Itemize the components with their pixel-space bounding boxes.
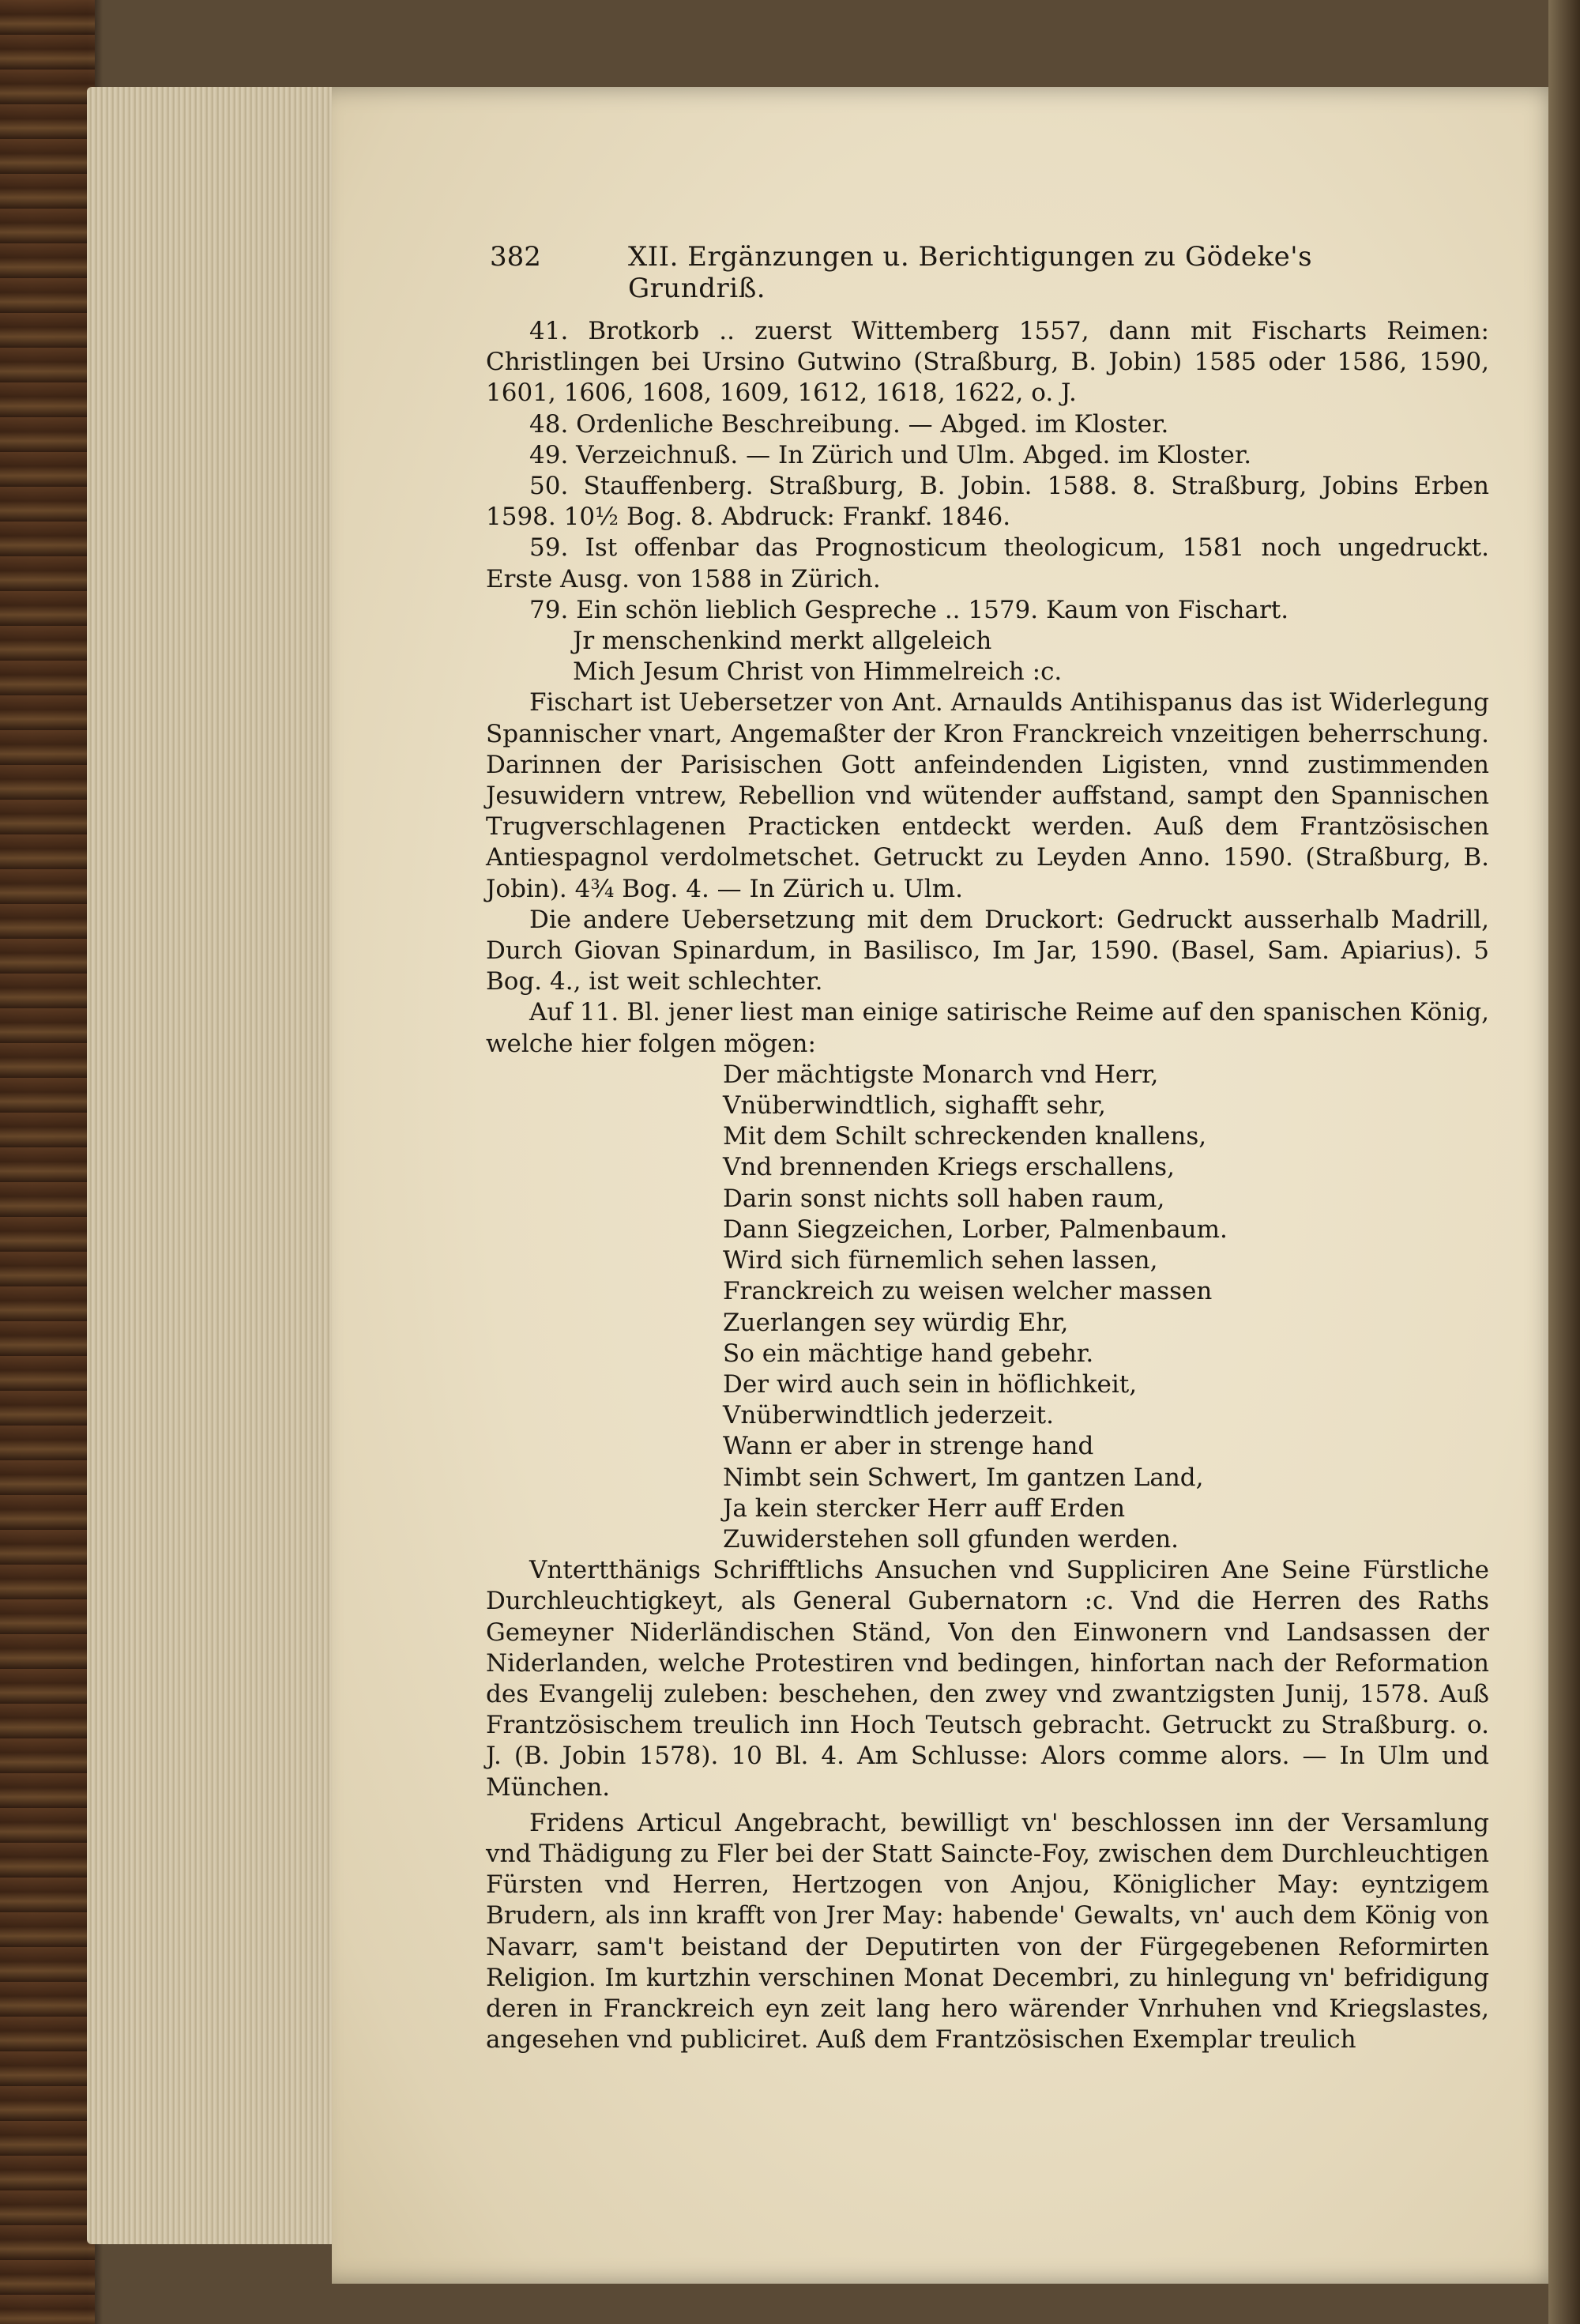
paragraph: 50. Stauffenberg. Straßburg, B. Jobin. 1588. 8. Straßburg, Jobins Erben 1598. 10½ Bog. 8. Abdruck: Frankf. 1846. [486, 472, 1489, 532]
poem-line: Nimbt sein Schwert, Im gantzen Land, [723, 1463, 1204, 1492]
poem-line: Wird sich fürnemlich sehen lassen, [723, 1246, 1158, 1275]
paragraph: Auf 11. Bl. jener liest man einige satirische Reime auf den spanischen König, welche hier folgen mögen: [486, 998, 1489, 1058]
paragraph: 48. Ordenliche Beschreibung. — Abged. im Kloster. [529, 409, 1169, 439]
satirical-poem [486, 1060, 1489, 1555]
verse-line: Mich Jesum Christ von Himmelreich :c. [573, 657, 1063, 687]
paragraph: 59. Ist offenbar das Prognosticum theologicum, 1581 noch ungedruckt. Erste Ausg. von 1588 in Zürich. [486, 533, 1489, 593]
poem-line: Franckreich zu weisen welcher massen [723, 1277, 1213, 1306]
binding-shadow [1548, 0, 1580, 2324]
poem-line: Ja kein stercker Herr auff Erden [723, 1493, 1126, 1523]
poem-line: Vnüberwindtlich, sighafft sehr, [723, 1091, 1106, 1121]
poem-line: Vnd brennenden Kriegs erschallens, [723, 1153, 1175, 1182]
poem-line: Mit dem Schilt schreckenden knallens, [723, 1122, 1207, 1151]
page-number: 382 [490, 241, 541, 273]
poem-line: Der mächtigste Monarch vnd Herr, [723, 1060, 1159, 1089]
paragraph: Die andere Uebersetzung mit dem Druckort: Gedruckt ausserhalb Madrill, Durch Giovan Spinardum, in Basilisco, Im Jar, 1590. (Basel, Sam. Apiarius). 5 Bog. 4., ist weit schlechter. [486, 905, 1489, 996]
poem-line: Wann er aber in strenge hand [723, 1432, 1094, 1461]
paragraph: Fridens Articul Angebracht, bewilligt vn' beschlossen inn der Versamlung vnd Thädigung zu Fler bei der Statt Saincte-Foy, zwischen dem Durchleuchtigen Fürsten vnd Herren, Hertzogen von Anjou, Königlicher May: eyntzigem Brudern, als inn krafft von Jrer May: habende' Gewalts, vn' auch dem König von Navarr, sam't beistand der Deputirten von der Fürgegebenen Reformirten Religion. Im kurtzhin verschinen Monat Decembri, zu hinlegung vn' befridigung deren in Franckreich eyn zeit lang hero wärender Vnrhuhen vnd Kriegslastes, angesehen vnd publiciret. Auß dem Frantzösischen Exemplar treulich [486, 1808, 1489, 2055]
verse-quote [486, 626, 1489, 687]
page-edges [87, 87, 348, 2244]
poem-line: Zuerlangen sey würdig Ehr, [723, 1308, 1069, 1337]
page-body [486, 316, 1489, 2055]
poem-line: Darin sonst nichts soll haben raum, [723, 1184, 1165, 1213]
paragraph: Vntertthänigs Schrifftlichs Ansuchen vnd Suppliciren Ane Seine Fürstliche Durchleuchtigkeyt, als General Gubernatorn :c. Vnd die Herren des Raths Gemeyner Niderländischen Ständ, Von den Einwonern vnd Landsassen der Niderlanden, welche Protestiren vnd bedingen, hinfortan nach der Reformation des Evangelij zuleben: beschehen, den zwey vnd zwantzigsten Junij, 1578. Auß Frantzösischem treulich inn Hoch Teutsch gebracht. Getruckt zu Straßburg. o. J. (B. Jobin 1578). 10 Bl. 4. Am Schlusse: Alors comme alors. — In Ulm und München. [486, 1556, 1489, 1802]
paragraph: 41. Brotkorb .. zuerst Wittemberg 1557, dann mit Fischarts Reimen: Christlingen bei Ursino Gutwino (Straßburg, B. Jobin) 1585 oder 1586, 1590, 1601, 1606, 1608, 1609, 1612, 1618, 1622, o. J. [486, 317, 1489, 408]
book-spine [0, 0, 95, 2324]
poem-line: Der wird auch sein in höflichkeit, [723, 1369, 1138, 1399]
poem-line: Vnüberwindtlich jederzeit. [723, 1401, 1054, 1430]
running-title: XII. Ergänzungen u. Berichtigungen zu Gödeke's Grundriß. [628, 241, 1313, 304]
paragraph: 49. Verzeichnuß. — In Zürich und Ulm. Abged. im Kloster. [529, 440, 1252, 469]
verse-line: Jr menschenkind merkt allgeleich [573, 627, 992, 656]
paragraph: 79. Ein schön lieblich Gespreche .. 1579. Kaum von Fischart. [529, 595, 1289, 624]
poem-line: Zuwiderstehen soll gfunden werden. [723, 1524, 1179, 1554]
poem-line: Dann Siegzeichen, Lorber, Palmenbaum. [723, 1215, 1228, 1244]
paragraph: Fischart ist Uebersetzer von Ant. Arnaulds Antihispanus das ist Widerlegung Spannischer vnart, Angemaßter der Kron Franckreich vnzeitigen beherrschung. Darinnen der Parisischen Gott anfeindenden Ligisten, vnnd zustimmenden Jesuwidern vntrew, Rebellion vnd wütender auffstand, sampt den Spannischen Trugverschlagenen Practicken entdeckt werden. Auß dem Frantzösischen Antiespagnol verdolmetschet. Getruckt zu Leyden Anno. 1590. (Straßburg, B. Jobin). 4¾ Bog. 4. — In Zürich u. Ulm. [486, 688, 1489, 903]
poem-line: So ein mächtige hand gebehr. [723, 1339, 1094, 1368]
running-header [490, 241, 1422, 304]
